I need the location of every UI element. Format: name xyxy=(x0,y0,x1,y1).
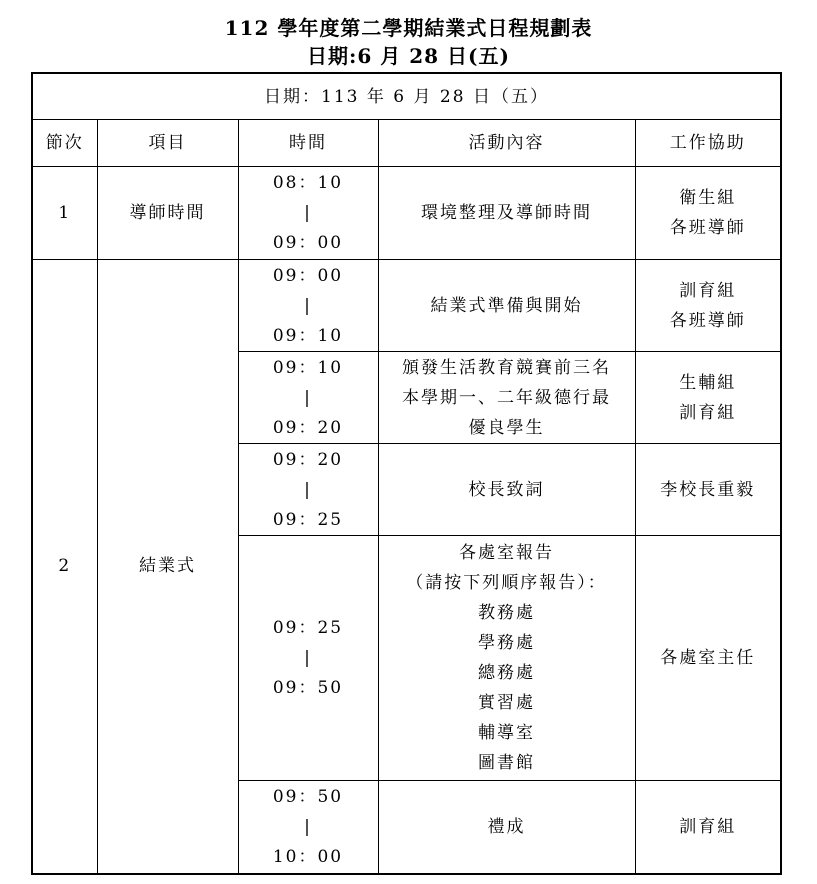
content-cell xyxy=(378,781,635,874)
header-period: 節次 xyxy=(32,120,97,167)
content-line: 圖書館 xyxy=(478,753,535,773)
page-title: 112 學年度第二學期結業式日程規劃表 xyxy=(224,16,593,40)
content-cell xyxy=(378,444,635,536)
content-line: 優良學生 xyxy=(468,417,545,438)
time-end: 09：00 xyxy=(272,233,344,253)
time-cell xyxy=(238,167,378,260)
time-separator: | xyxy=(304,295,312,316)
content-cell xyxy=(378,260,635,352)
content-line: 學務處 xyxy=(478,633,535,653)
assist-cell xyxy=(635,260,781,352)
time-end: 09：50 xyxy=(272,678,344,698)
content-line: 本學期一、二年級德行最 xyxy=(402,387,611,408)
page-subtitle-date: 日期:6 月 28 日(五) xyxy=(307,44,510,68)
time-cell xyxy=(238,536,378,781)
content-cell xyxy=(378,167,635,260)
period-cell: 2 xyxy=(32,260,97,874)
content-line: （請按下列順序報告）： xyxy=(406,573,607,593)
time-separator: | xyxy=(304,816,312,837)
time-end: 10：00 xyxy=(272,846,344,867)
time-separator: | xyxy=(304,479,312,500)
time-cell xyxy=(238,444,378,536)
content-line: 環境整理及導師時間 xyxy=(421,203,592,223)
assist-line: 李校長重毅 xyxy=(660,479,756,500)
period-cell: 1 xyxy=(32,167,97,260)
content-line: 實習處 xyxy=(478,693,535,713)
assist-line: 各班導師 xyxy=(669,218,746,238)
assist-cell xyxy=(635,167,781,260)
assist-line: 各班導師 xyxy=(669,310,746,331)
assist-cell xyxy=(635,444,781,536)
assist-cell xyxy=(635,352,781,444)
table-row xyxy=(32,260,781,352)
time-start: 09：20 xyxy=(272,449,344,470)
assist-line: 訓育組 xyxy=(679,816,737,837)
time-cell xyxy=(238,260,378,352)
content-line: 校長致詞 xyxy=(468,479,545,500)
assist-line: 衛生組 xyxy=(679,188,737,208)
schedule-table xyxy=(31,72,782,875)
content-line: 教務處 xyxy=(478,603,535,623)
time-start: 09：50 xyxy=(272,786,344,807)
time-separator: | xyxy=(304,387,312,408)
content-cell xyxy=(378,352,635,444)
time-separator: | xyxy=(304,648,312,668)
date-cell: 日期：113 年 6 月 28 日（五） xyxy=(32,73,781,120)
assist-line: 生輔組 xyxy=(679,372,737,393)
time-start: 09：00 xyxy=(272,265,344,286)
content-line: 結業式準備與開始 xyxy=(430,295,583,316)
assist-line: 訓育組 xyxy=(679,402,737,423)
time-separator: | xyxy=(304,203,312,223)
table-row xyxy=(32,167,781,260)
content-line: 總務處 xyxy=(478,663,535,683)
time-end: 09：25 xyxy=(272,509,344,530)
content-line: 輔導室 xyxy=(478,723,535,743)
content-line: 禮成 xyxy=(487,816,526,837)
time-start: 09：25 xyxy=(272,618,344,638)
assist-cell xyxy=(635,536,781,781)
date-row xyxy=(32,73,781,120)
item-cell: 結業式 xyxy=(97,260,238,874)
time-end: 09：10 xyxy=(272,325,344,346)
header-assist: 工作協助 xyxy=(635,120,781,167)
time-start: 08：10 xyxy=(272,173,344,193)
header-time: 時間 xyxy=(238,120,378,167)
time-start: 09：10 xyxy=(272,357,344,378)
time-end: 09：20 xyxy=(272,417,344,438)
header-item: 項目 xyxy=(97,120,238,167)
content-line: 各處室報告 xyxy=(459,543,554,563)
assist-line: 各處室主任 xyxy=(660,648,756,668)
header-content: 活動內容 xyxy=(378,120,635,167)
header-row xyxy=(32,120,781,167)
content-cell xyxy=(378,536,635,781)
time-cell xyxy=(238,781,378,874)
assist-cell xyxy=(635,781,781,874)
time-cell xyxy=(238,352,378,444)
item-cell: 導師時間 xyxy=(97,167,238,260)
content-line: 頒發生活教育競賽前三名 xyxy=(402,357,611,378)
assist-line: 訓育組 xyxy=(679,280,737,301)
